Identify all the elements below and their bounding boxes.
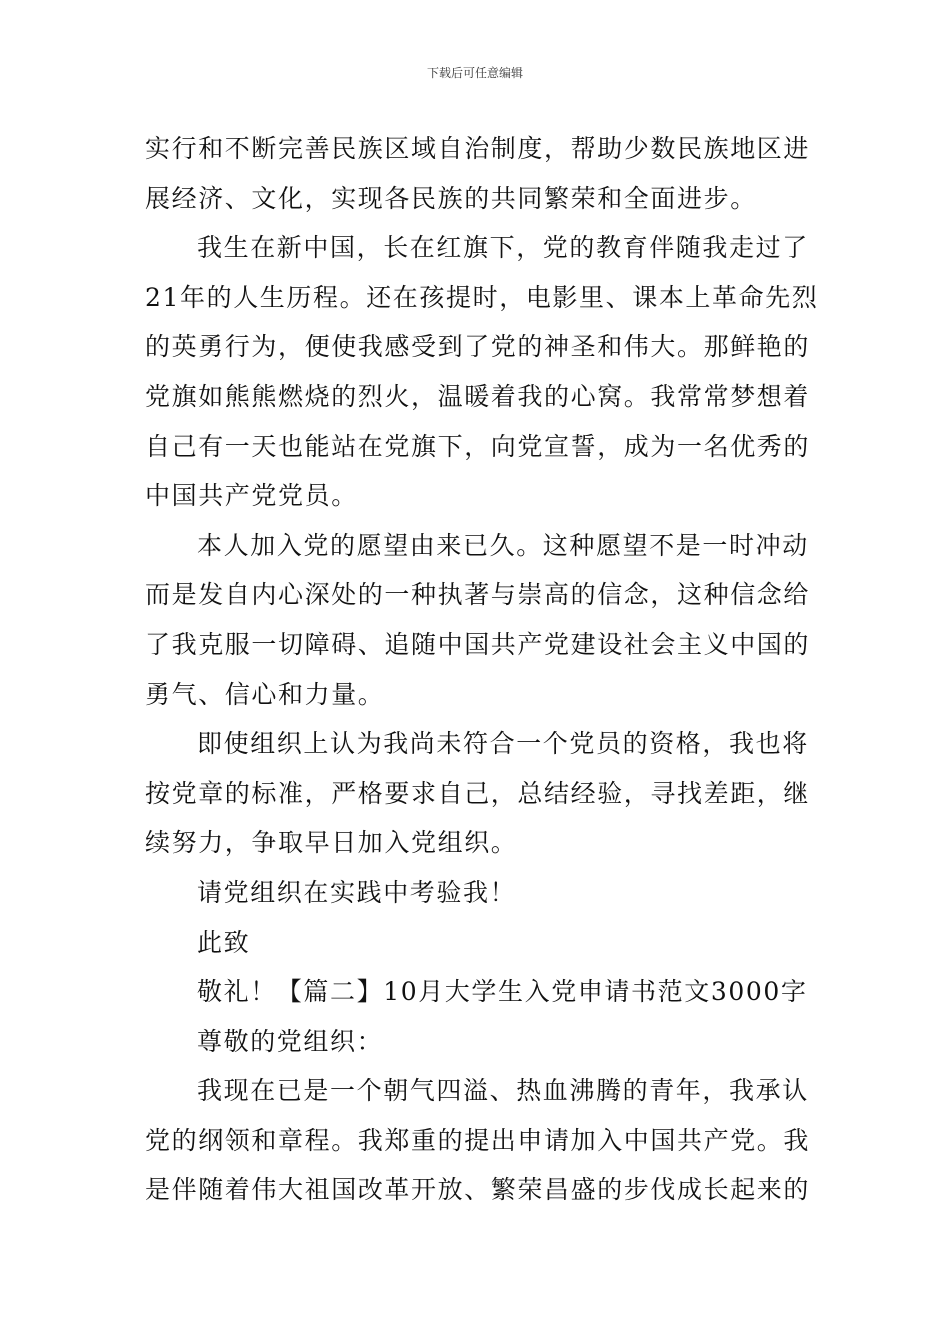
text-line: 我生在新中国，长在红旗下，党的教育伴随我走过了 <box>197 233 809 263</box>
text-line: 展经济、文化，实现各民族的共同繁荣和全面进步。 <box>145 183 757 213</box>
page-header-note: 下载后可任意编辑 <box>426 66 523 80</box>
text-line: 即使组织上认为我尚未符合一个党员的资格，我也将 <box>197 729 809 759</box>
text-line: 我现在已是一个朝气四溢、热血沸腾的青年，我承认 <box>197 1076 809 1106</box>
document-body <box>145 124 819 1215</box>
text-line: 党的纲领和章程。我郑重的提出申请加入中国共产党。我 <box>145 1125 811 1155</box>
text-line: 的英勇行为，便使我感受到了党的神圣和伟大。那鲜艳的 <box>145 332 811 362</box>
text-line: 党旗如熊熊燃烧的烈火，温暖着我的心窝。我常常梦想着 <box>145 381 811 411</box>
text-line: 是伴随着伟大祖国改革开放、繁荣昌盛的步伐成长起来的 <box>145 1175 811 1205</box>
text-line: 续努力，争取早日加入党组织。 <box>145 828 518 858</box>
salutation-line: 尊敬的党组织： <box>197 1026 384 1056</box>
text-line: 本人加入党的愿望由来已久。这种愿望不是一时冲动 <box>197 530 809 560</box>
text-line: 按党章的标准，严格要求自己，总结经验，寻找差距，继 <box>145 778 811 808</box>
text-line: 了我克服一切障碍、追随中国共产党建设社会主义中国的 <box>145 629 811 659</box>
text-line: 勇气、信心和力量。 <box>145 679 385 709</box>
section-heading-line: 敬礼！【篇二】10月大学生入党申请书范文3000字 <box>197 977 808 1007</box>
text-line: 21年的人生历程。还在孩提时，电影里、课本上革命先烈 <box>145 282 819 312</box>
text-line: 此致 <box>197 927 251 957</box>
text-line: 而是发自内心深处的一种执著与崇高的信念，这种信念给 <box>145 580 811 610</box>
text-line: 中国共产党党员。 <box>145 481 358 511</box>
text-line: 自己有一天也能站在党旗下，向党宣誓，成为一名优秀的 <box>145 431 811 461</box>
text-line: 实行和不断完善民族区域自治制度，帮助少数民族地区进 <box>145 134 811 163</box>
text-line: 请党组织在实践中考验我！ <box>197 877 517 907</box>
